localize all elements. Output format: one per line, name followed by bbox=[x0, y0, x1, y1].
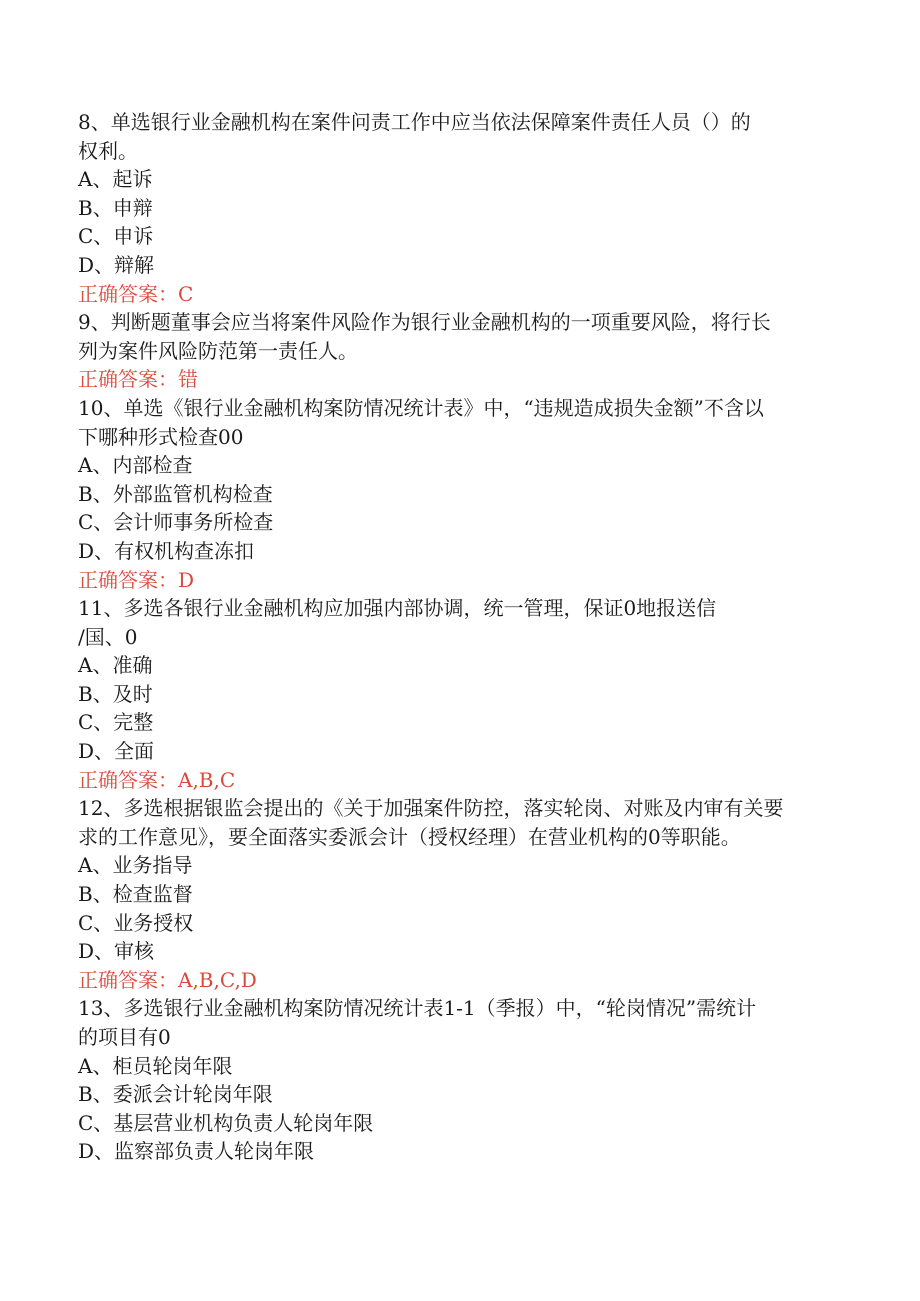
option-d: D、全面 bbox=[78, 739, 155, 764]
question-11 bbox=[78, 594, 848, 794]
option-b: B、外部监管机构检查 bbox=[78, 481, 273, 506]
option-a: A、准确 bbox=[78, 653, 153, 678]
option-c: C、完整 bbox=[78, 710, 154, 735]
option-a: A、柜员轮岗年限 bbox=[78, 1053, 233, 1078]
option-c: C、基层营业机构负责人轮岗年限 bbox=[78, 1110, 374, 1135]
question-stem: 13、多选银行业金融机构案防情况统计表1-1（季报）中，“轮岗情况”需统计 bbox=[78, 996, 757, 1021]
option-b: B、及时 bbox=[78, 681, 153, 706]
option-c: C、会计师事务所检查 bbox=[78, 510, 274, 535]
correct-answer: 正确答案：A,B,C,D bbox=[78, 967, 257, 992]
question-13 bbox=[78, 994, 848, 1166]
question-stem: 权利。 bbox=[78, 138, 138, 163]
correct-answer: 正确答案：错 bbox=[78, 367, 198, 392]
question-stem: 的项目有0 bbox=[78, 1025, 171, 1049]
question-stem: 10、单选《银行业金融机构案防情况统计表》中，“违规造成损失金额”不含以 bbox=[78, 395, 764, 420]
question-10 bbox=[78, 394, 848, 594]
option-d: D、辩解 bbox=[78, 252, 155, 277]
question-stem: 9、判断题董事会应当将案件风险作为银行业金融机构的一项重要风险，将行长 bbox=[78, 310, 771, 335]
question-stem: 求的工作意见》，要全面落实委派会计（授权经理）在营业机构的0等职能。 bbox=[78, 824, 741, 849]
question-8 bbox=[78, 108, 848, 308]
option-c: C、申诉 bbox=[78, 224, 154, 249]
question-stem: 下哪种形式检查00 bbox=[78, 424, 244, 449]
question-9 bbox=[78, 308, 848, 394]
option-a: A、内部检查 bbox=[78, 453, 193, 478]
question-stem: 列为案件风险防范第一责任人。 bbox=[78, 338, 358, 363]
question-stem: 12、多选根据银监会提出的《关于加强案件防控，落实轮岗、对账及内审有关要 bbox=[78, 796, 784, 821]
option-a: A、起诉 bbox=[78, 167, 153, 192]
option-d: D、监察部负责人轮岗年限 bbox=[78, 1139, 315, 1164]
option-b: B、委派会计轮岗年限 bbox=[78, 1082, 273, 1107]
correct-answer: 正确答案：C bbox=[78, 281, 194, 306]
option-b: B、检查监督 bbox=[78, 882, 193, 907]
question-12 bbox=[78, 794, 848, 994]
option-d: D、有权机构查冻扣 bbox=[78, 538, 255, 563]
correct-answer: 正确答案：A,B,C bbox=[78, 767, 236, 792]
correct-answer: 正确答案：D bbox=[78, 567, 195, 592]
option-b: B、申辩 bbox=[78, 195, 153, 220]
question-stem: 11、多选各银行业金融机构应加强内部协调，统一管理，保证0地报送信 bbox=[78, 596, 717, 621]
question-stem: /国、0 bbox=[78, 624, 138, 649]
question-stem: 8、单选银行业金融机构在案件问责工作中应当依法保障案件责任人员（）的 bbox=[78, 110, 751, 134]
option-c: C、业务授权 bbox=[78, 910, 194, 935]
document-page bbox=[78, 108, 848, 1166]
option-d: D、审核 bbox=[78, 939, 155, 964]
option-a: A、业务指导 bbox=[78, 853, 193, 878]
